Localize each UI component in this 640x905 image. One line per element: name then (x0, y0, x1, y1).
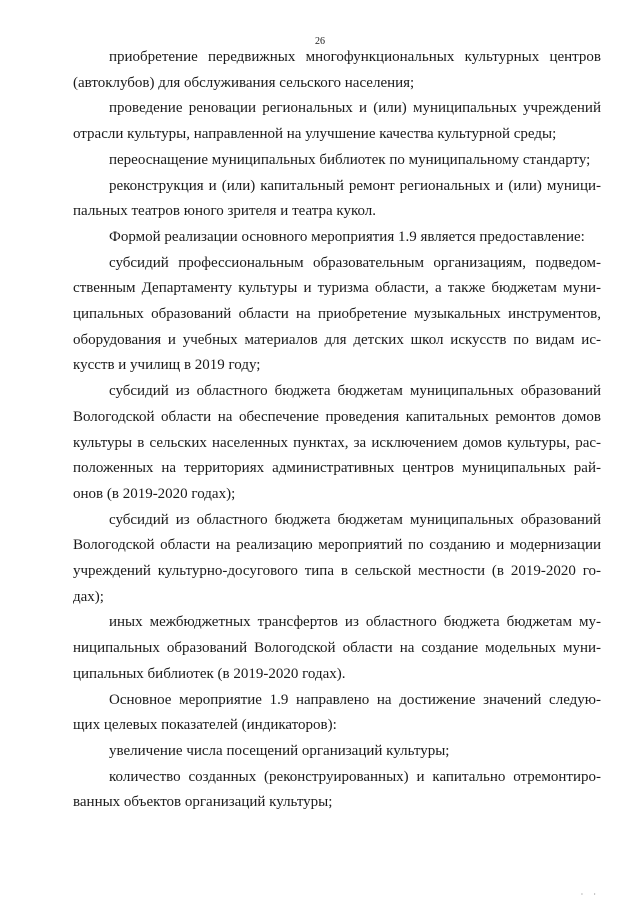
text-line: ципальных образований области на приобретение музыкальных инструментов, (73, 306, 601, 323)
text-line: учреждений культурно-досугового типа в сельской местности (в 2019-2020 го- (73, 563, 601, 580)
paragraph (73, 174, 601, 225)
text-line: положенных на территориях административных центров муниципальных рай- (73, 460, 601, 477)
paragraph (73, 610, 601, 687)
text-line: приобретение передвижных многофункциональных культурных центров (109, 49, 601, 65)
text-line: пальных театров юного зрителя и театра кукол. (73, 203, 377, 220)
text-line: ственным Департаменту культуры и туризма области, а также бюджетам муни- (73, 280, 601, 297)
text-line: культуры в сельских населенных пунктах, за исключением домов культуры, рас- (73, 434, 601, 451)
paragraph (73, 739, 601, 765)
footer-mark: · · (580, 890, 600, 899)
page-number: 26 (315, 36, 325, 47)
text-line: субсидий из областного бюджета бюджетам муниципальных образований (109, 383, 601, 400)
text-line: количество созданных (реконструированных) и капитально отремонтиро- (109, 768, 601, 785)
paragraph (73, 765, 601, 816)
text-line: иных межбюджетных трансфертов из областного бюджета бюджетам му- (109, 614, 601, 631)
text-line: дах); (73, 588, 104, 605)
paragraph (73, 251, 601, 380)
text-line: (автоклубов) для обслуживания сельского населения; (73, 74, 415, 91)
paragraph (73, 688, 601, 739)
paragraph (73, 508, 601, 611)
paragraph (73, 45, 601, 96)
text-line: переоснащение муниципальных библиотек по муниципальному стандарту; (109, 151, 591, 168)
text-line: Формой реализации основного мероприятия 1.9 является предоставление: (109, 228, 585, 245)
text-line: отрасли культуры, направленной на улучшение качества культурной среды; (73, 126, 557, 143)
text-line: Вологодской области на обеспечение проведения капитальных ремонтов домов (73, 408, 601, 425)
text-line: увеличение числа посещений организаций культуры; (109, 742, 450, 759)
text-line: Вологодской области на реализацию мероприятий по созданию и модернизации (73, 537, 601, 554)
text-line: Основное мероприятие 1.9 направлено на достижение значений следую- (109, 691, 601, 708)
paragraph (73, 148, 601, 174)
text-line: оборудования и учебных материалов для детских школ искусств по видам ис- (73, 331, 601, 348)
paragraph (73, 379, 601, 508)
text-line: кусств и училищ в 2019 году; (73, 357, 261, 374)
paragraph (73, 96, 601, 147)
paragraph (73, 225, 601, 251)
document-body (73, 45, 601, 816)
text-line: субсидий из областного бюджета бюджетам муниципальных образований (109, 511, 601, 528)
text-line: онов (в 2019-2020 годах); (73, 485, 236, 502)
text-line: ципальных библиотек (в 2019-2020 годах). (73, 665, 346, 682)
text-line: субсидий профессиональным образовательным организациям, подведом- (109, 254, 601, 271)
text-line: реконструкция и (или) капитальный ремонт региональных и (или) муници- (109, 177, 601, 194)
text-line: ниципальных образований Вологодской области на создание модельных муни- (73, 640, 601, 657)
text-line: проведение реновации региональных и (или) муниципальных учреждений (109, 100, 601, 117)
text-line: ванных объектов организаций культуры; (73, 794, 333, 811)
text-line: щих целевых показателей (индикаторов): (73, 717, 337, 734)
